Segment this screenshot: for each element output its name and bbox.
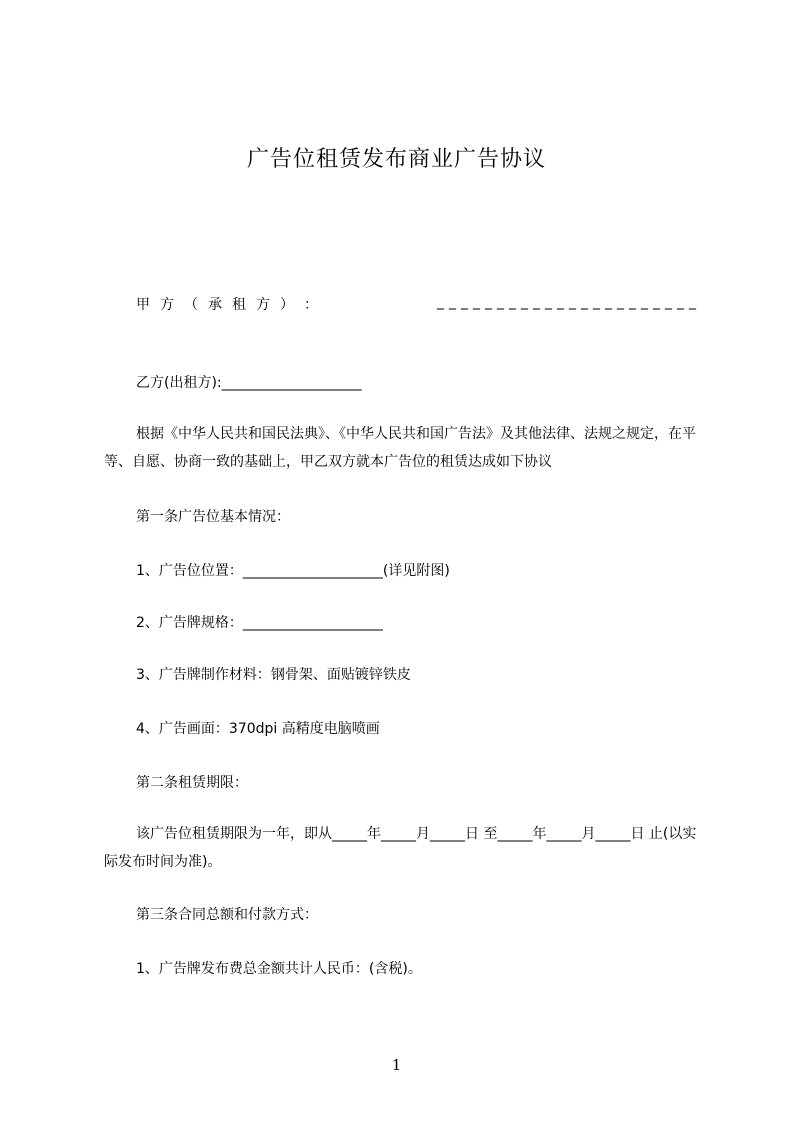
party-a-line xyxy=(136,294,701,314)
item-2-specification: 2、广告牌规格：____________________ xyxy=(136,615,383,631)
party-a-label xyxy=(136,294,328,314)
term-text: 该广告位租赁期限为一年，即从_____年_____月_____日 至_____年_____月_____日 止(以实际发布时间为准)。 xyxy=(104,826,697,870)
party-a-label-char: 甲 xyxy=(136,297,150,313)
item-4-image: 4、广告画面：370dpi 高精度电脑喷画 xyxy=(136,721,380,737)
preamble-paragraph xyxy=(104,420,701,476)
party-a-label-char: 租 xyxy=(232,297,246,313)
article-3-title: 第三条合同总额和付款方式： xyxy=(136,907,318,923)
party-a-blank: ______________________ xyxy=(437,294,701,310)
party-a-label-char: （ xyxy=(184,297,198,313)
party-b-line: 乙方(出租方):____________________ xyxy=(136,375,362,391)
article-2-title: 第二条租赁期限： xyxy=(136,775,248,791)
party-a-label-char: ： xyxy=(304,297,318,313)
preamble-text: 根据《中华人民共和国民法典》、《中华人民共和国广告法》及其他法律、法规之规定，在平等、自愿、协商一致的基础上，甲乙双方就本广告位的租赁达成如下协议 xyxy=(104,426,696,470)
article-1-title: 第一条广告位基本情况： xyxy=(136,509,290,525)
item-3-material: 3、广告牌制作材料：钢骨架、面贴镀锌铁皮 xyxy=(136,667,411,683)
item-1-location: 1、广告位位置：____________________(详见附图) xyxy=(136,563,450,579)
page-number: 1 xyxy=(391,1056,402,1074)
party-a-label-char: 方 xyxy=(160,297,174,313)
document-title: 广告位租赁发布商业广告协议 xyxy=(246,147,546,172)
article-3-item-1: 1、广告牌发布费总金额共计人民币：(含税)。 xyxy=(136,961,422,977)
term-paragraph xyxy=(104,820,701,876)
party-a-label-char: 承 xyxy=(208,297,222,313)
party-a-label-char: 方 xyxy=(256,297,270,313)
party-a-label-char: ） xyxy=(280,297,294,313)
